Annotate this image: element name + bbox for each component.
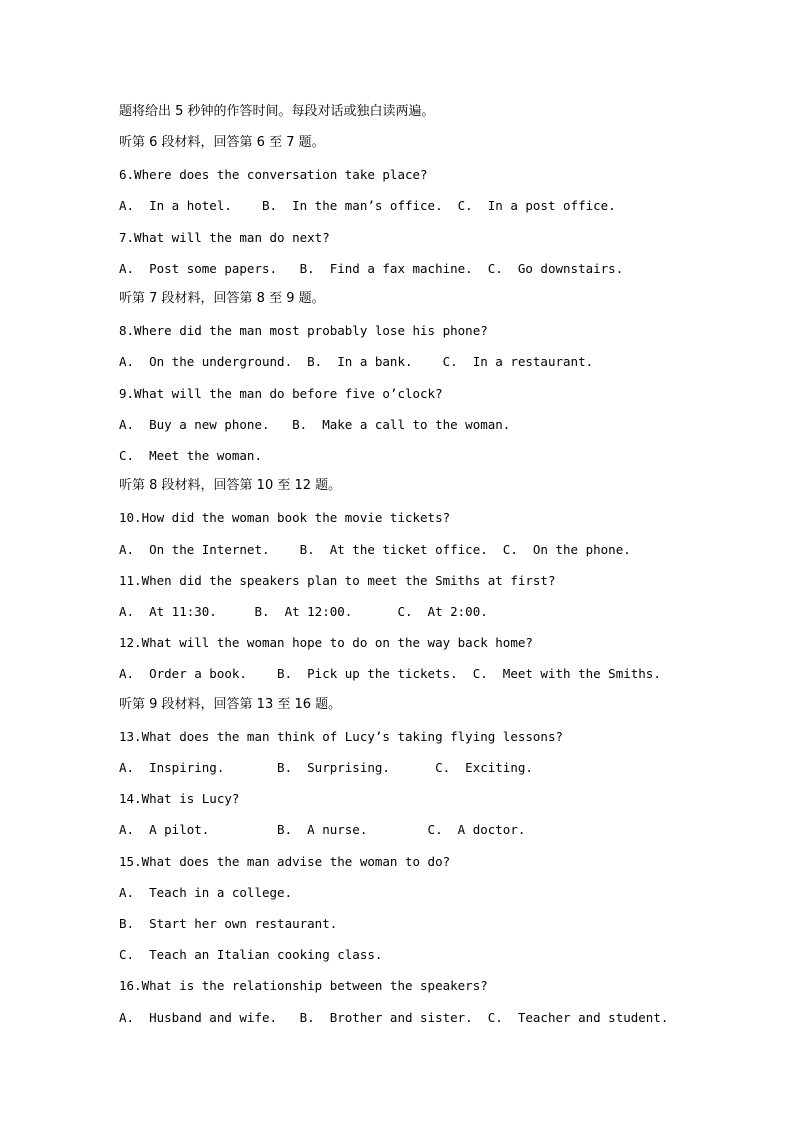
- question-14: 14.What is Lucy?: [119, 791, 240, 806]
- question-11: 11.When did the speakers plan to meet the Smiths at first?: [119, 573, 556, 588]
- question-13: 13.What does the man think of Lucy’s taking flying lessons?: [119, 729, 564, 744]
- section-heading-9: 听第 9 段材料，回答第 13 至 16 题。: [119, 697, 342, 712]
- question-12: 12.What will the woman hope to do on the way back home?: [119, 635, 533, 650]
- option-15-a: A. Teach in a college.: [119, 885, 293, 900]
- question-7: 7.What will the man do next?: [119, 230, 330, 245]
- question-15: 15.What does the man advise the woman to do?: [119, 854, 451, 869]
- question-10: 10.How did the woman book the movie tickets?: [119, 510, 451, 525]
- section-heading-8: 听第 8 段材料，回答第 10 至 12 题。: [119, 478, 342, 493]
- section-heading-6: 听第 6 段材料，回答第 6 至 7 题。: [119, 135, 325, 150]
- options-14: A. A pilot. B. A nurse. C. A doctor.: [119, 822, 526, 837]
- options-9-c: C. Meet the woman.: [119, 448, 262, 463]
- question-16: 16.What is the relationship between the speakers?: [119, 978, 488, 993]
- question-8: 8.Where did the man most probably lose his phone?: [119, 323, 488, 338]
- options-13: A. Inspiring. B. Surprising. C. Exciting.: [119, 760, 533, 775]
- options-16: A. Husband and wife. B. Brother and sister. C. Teacher and student.: [119, 1010, 669, 1025]
- instruction-line: 题将给出 5 秒钟的作答时间。每段对话或独白读两遍。: [119, 104, 435, 119]
- question-9: 9.What will the man do before five o’clock?: [119, 386, 443, 401]
- option-15-c: C. Teach an Italian cooking class.: [119, 947, 383, 962]
- options-7: A. Post some papers. B. Find a fax machine. C. Go downstairs.: [119, 261, 624, 276]
- options-11: A. At 11:30. B. At 12:00. C. At 2:00.: [119, 604, 488, 619]
- options-8: A. On the underground. B. In a bank. C. In a restaurant.: [119, 354, 594, 369]
- options-6: A. In a hotel. B. In the man’s office. C. In a post office.: [119, 198, 616, 213]
- question-6: 6.Where does the conversation take place?: [119, 167, 428, 182]
- options-12: A. Order a book. B. Pick up the tickets. C. Meet with the Smiths.: [119, 666, 661, 681]
- options-9-ab: A. Buy a new phone. B. Make a call to the woman.: [119, 417, 511, 432]
- section-heading-7: 听第 7 段材料，回答第 8 至 9 题。: [119, 291, 325, 306]
- option-15-b: B. Start her own restaurant.: [119, 916, 338, 931]
- options-10: A. On the Internet. B. At the ticket office. C. On the phone.: [119, 542, 631, 557]
